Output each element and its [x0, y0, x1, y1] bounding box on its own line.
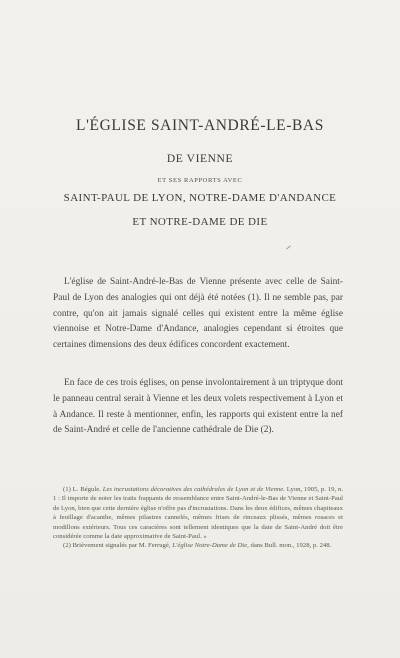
- body-paragraph-1: L'église de Saint-André-le-Bas de Vienne présente avec celle de Saint-Paul de Lyon des analogies qui ont déjà été notées (1). Il ne semble pas, par contre, qu'on ait jamais signalé celles qui existent entre la même église viennoise et Notre-Dame d'Andance, analogies cependant si étroites que certaines dimensions des deux édifices concordent exactement.: [53, 277, 343, 350]
- title-line-1: L'ÉGLISE SAINT-ANDRÉ-LE-BAS: [76, 117, 324, 134]
- footnotes: [53, 485, 343, 551]
- body-paragraph-2: En face de ces trois églises, on pense involontairement à un triptyque dont le panneau central serait à Vienne et les deux volets respectivement à Lyon et à Andance. Il reste à mentionner, enfin, les rapports qui existent entre la nef de Saint-André et celle de l'ancienne cathédrale de Die (2).: [53, 378, 343, 436]
- footnote-1-text: Lyon, 1905, p. 19, n. 1 : Il importe de noter les traits frappants de ressemblance entre Saint-André-le-Bas de Vienne et Saint-Paul de Lyon, bien que cette dernière église n'offre pas d'incrustations. Dans les deux édifices, mêmes chapiteaux à feuillage d'acanthe, mêmes pilastres cannelés, mêmes frises de rinceaux plissés, mêmes rosaces et modillons extérieurs. Tous ces caractères sont tellement identiques que la date de Saint-André doit être considérée comme la date approximative de Saint-Paul. »: [53, 486, 344, 541]
- footnote-2: [53, 541, 343, 550]
- footnote-2-text: dans Bull. mon., 1928, p. 248.: [250, 542, 332, 550]
- pencil-mark: [286, 246, 290, 250]
- footnote-1-prefix: (1) L. Bégule.: [63, 486, 101, 493]
- title-line-2: DE VIENNE: [166, 153, 234, 165]
- title-line-4: SAINT-PAUL DE LYON, NOTRE-DAME D'ANDANCE: [63, 192, 337, 204]
- footnote-2-prefix: (2) Brièvement signalés par M. Ferrugé,: [63, 542, 171, 550]
- footnote-1-title: Les incrustations décoratives des cathédrales de Lyon et de Vienne.: [102, 486, 285, 493]
- title-line-5: ET NOTRE-DAME DE DIE: [132, 216, 268, 228]
- title-line-3: ET SES RAPPORTS AVEC: [157, 177, 243, 184]
- footnote-1: [53, 485, 343, 541]
- footnote-2-title: L'église Notre-Dame de Die,: [172, 542, 249, 550]
